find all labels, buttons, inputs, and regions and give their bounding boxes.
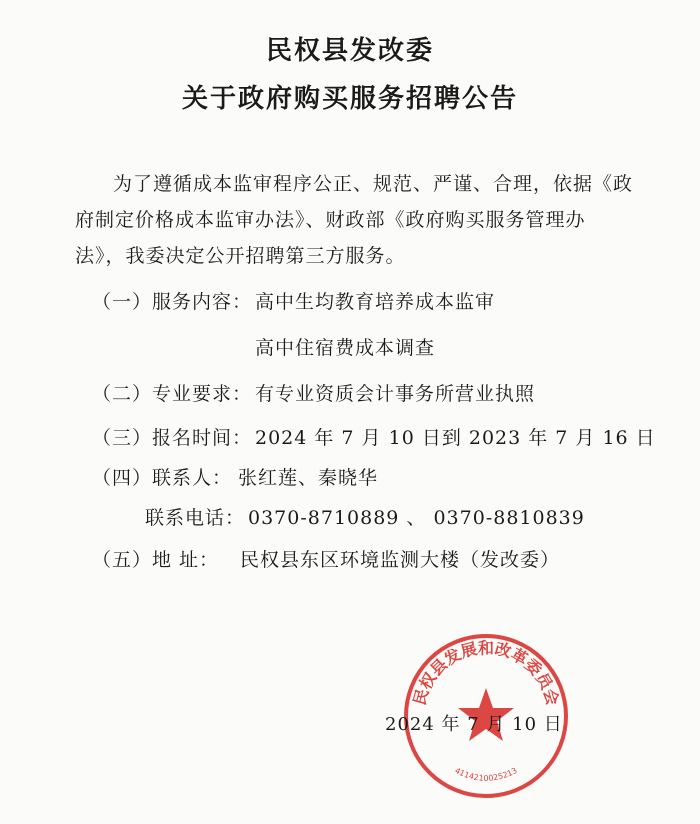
seal-code: 4114210025213	[453, 765, 519, 783]
intro-paragraph: 为了遵循成本监审程序公正、规范、严谨、合理，依据《政府制定价格成本监审办法》、财政部《政府购买服务管理办法》，我委决定公开招聘第三方服务。	[75, 173, 634, 267]
contact-value: 张红莲、秦晓华	[238, 467, 379, 489]
signature-date: 2024 年 7 月 10 日	[385, 714, 563, 735]
service-item-1: 高中生均教育培养成本监审	[255, 291, 496, 313]
time-label: （三）报名时间：	[92, 427, 253, 449]
service-label: （一）服务内容：	[92, 291, 253, 313]
title-line-1: 民权县发改委	[265, 36, 434, 66]
service-item-2: 高中住宿费成本调查	[255, 337, 436, 359]
title-line-2: 关于政府购买服务招聘公告	[181, 84, 518, 114]
phone-label: 联系电话：	[145, 507, 246, 529]
address-value: 民权县东区环境监测大楼（发改委）	[240, 549, 561, 571]
phone-value: 0370-8710889 、 0370-8810839	[248, 507, 585, 529]
time-value: 2024 年 7 月 10 日到 2023 年 7 月 16 日	[255, 427, 656, 449]
requirement-value: 有专业资质会计事务所营业执照	[255, 383, 536, 405]
seal-text: 民权县发展和改革委员会	[409, 638, 563, 708]
contact-label: （四）联系人：	[92, 467, 233, 489]
svg-text:4114210025213	[453, 766, 518, 783]
requirement-label: （二）专业要求：	[92, 383, 253, 405]
address-label: （五）地 址：	[92, 549, 220, 571]
